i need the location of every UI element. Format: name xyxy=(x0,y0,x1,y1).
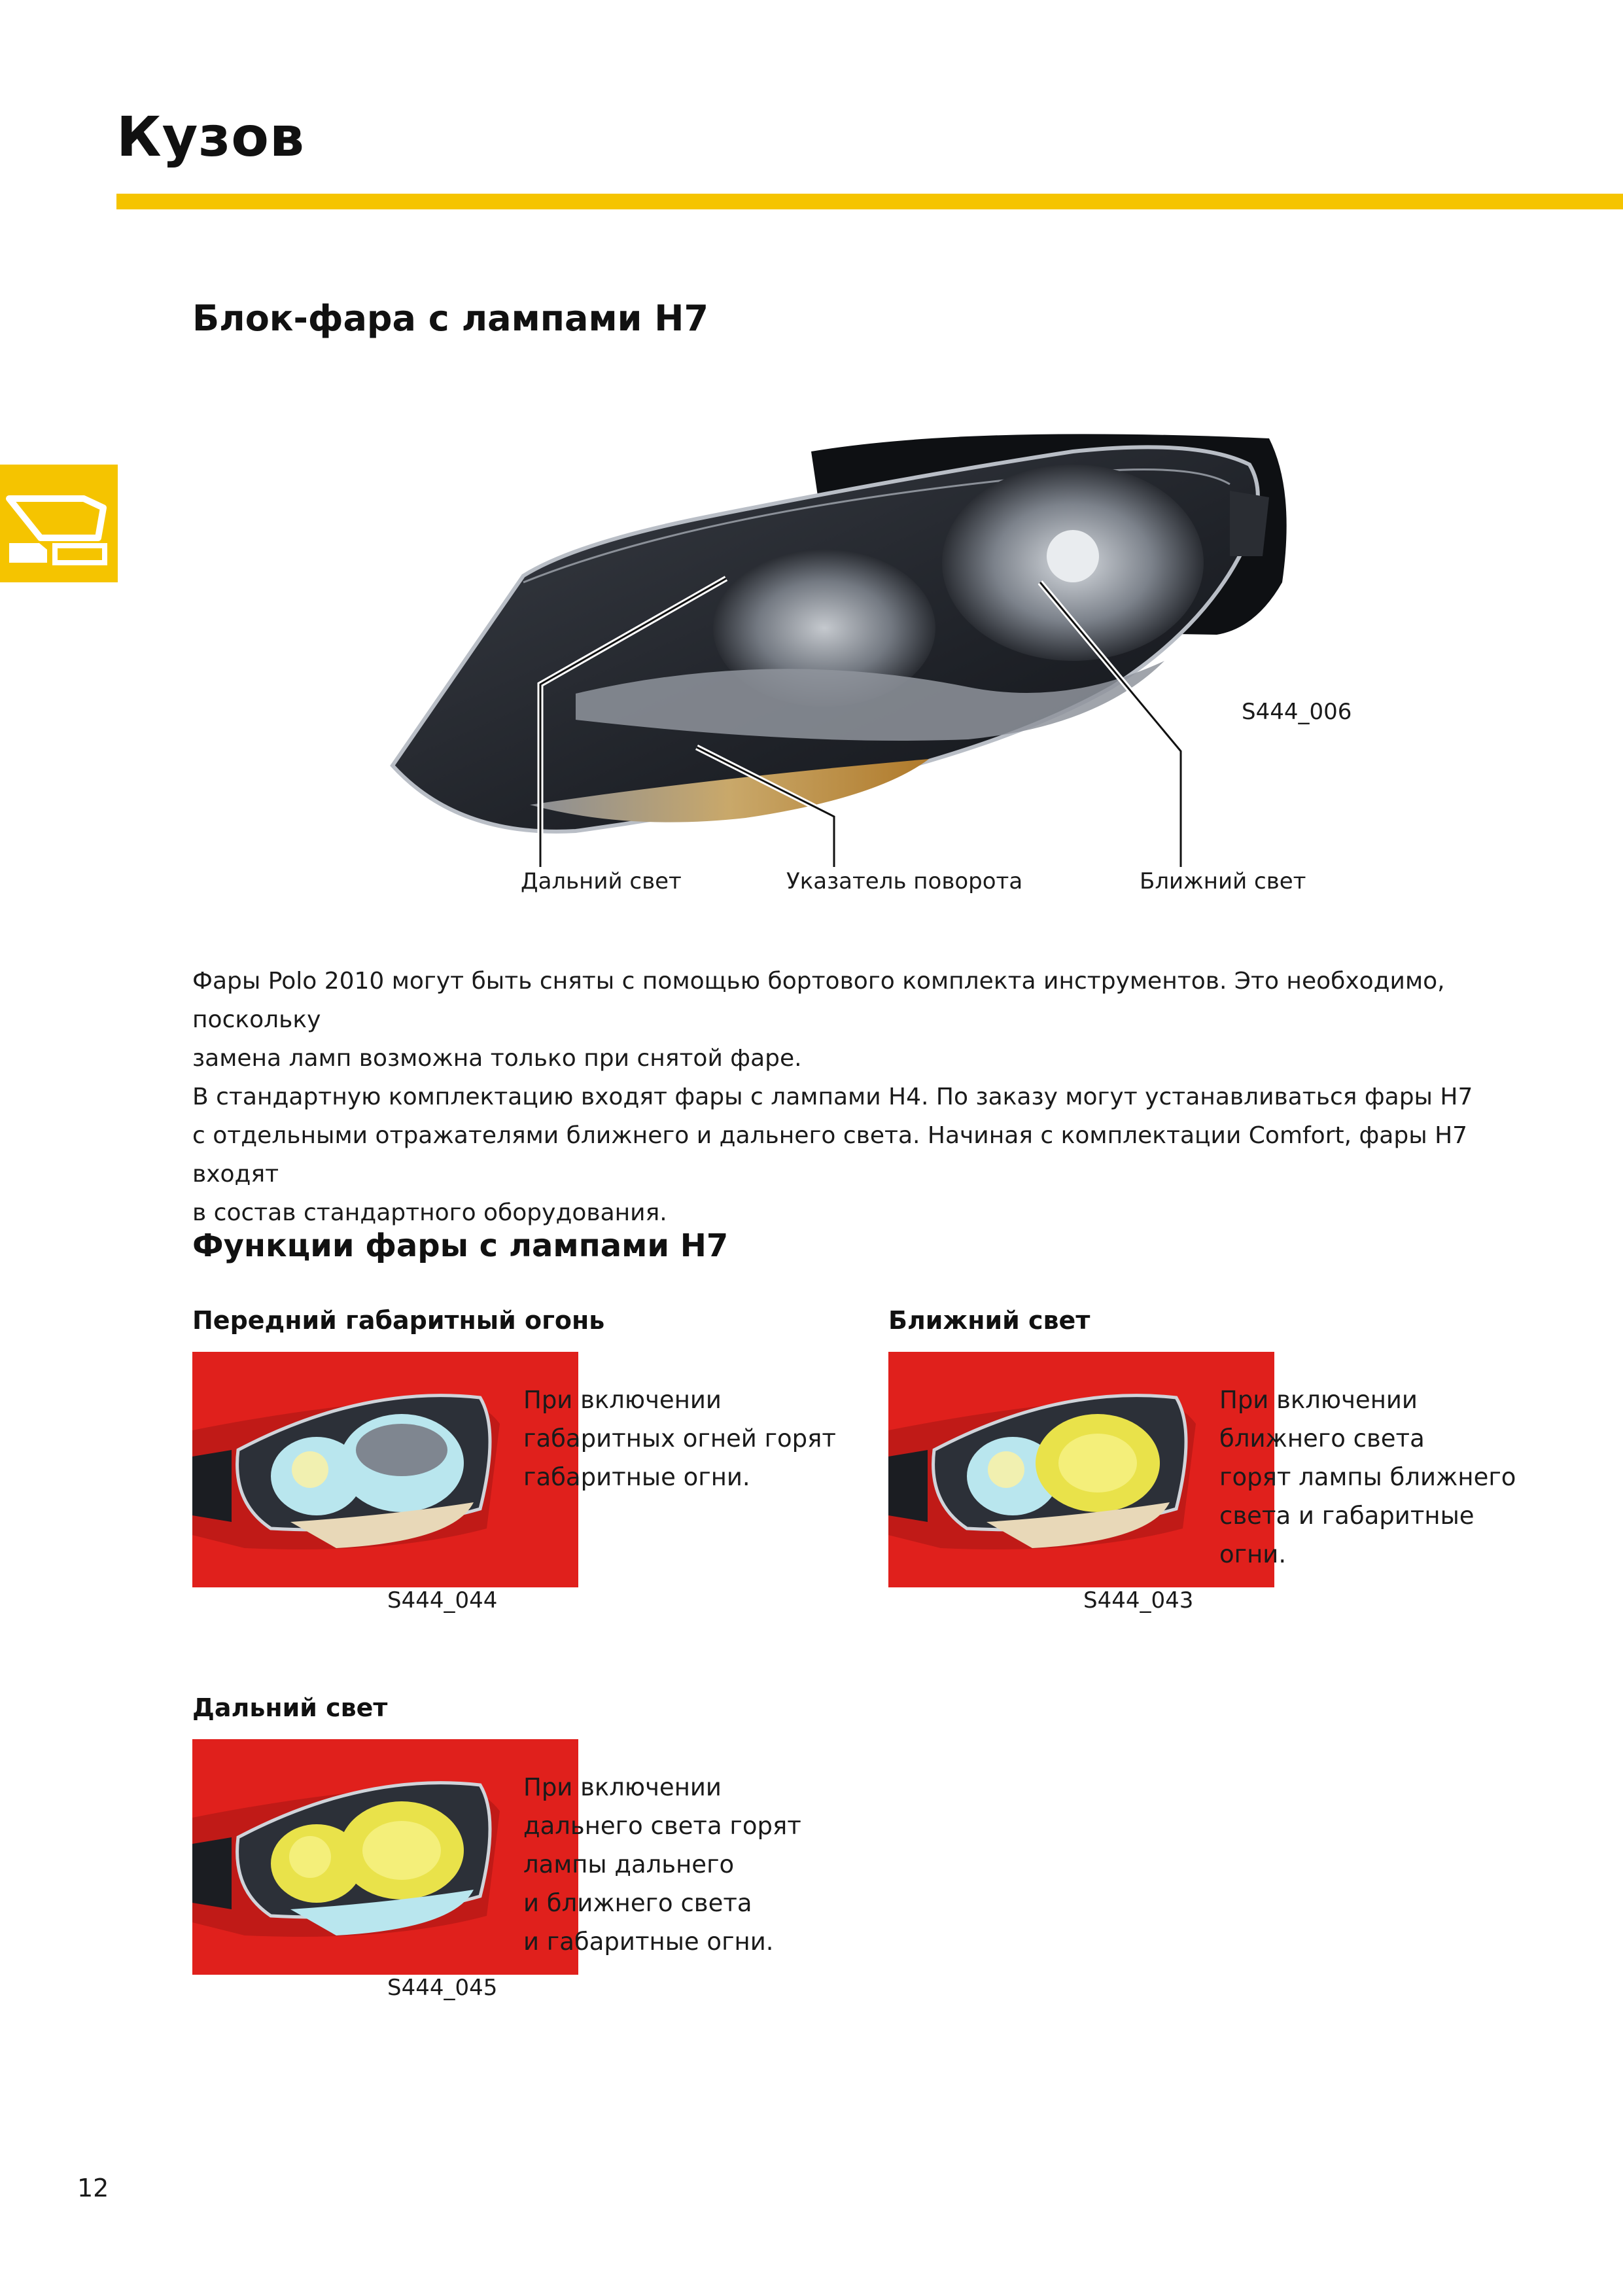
figure-id: S444_006 xyxy=(1242,699,1352,725)
description-line: света и габаритные xyxy=(1219,1502,1475,1530)
description-line: и ближнего света xyxy=(523,1889,752,1917)
figure-id: S444_044 xyxy=(387,1587,498,1614)
description-line: габаритные огни. xyxy=(523,1463,750,1491)
function-title: Дальний свет xyxy=(192,1693,388,1722)
figure-id: S444_043 xyxy=(1083,1587,1194,1614)
description-line: При включении xyxy=(1219,1386,1418,1414)
function-description xyxy=(523,1768,801,1961)
description-line: ближнего света xyxy=(1219,1424,1425,1453)
chapter-title: Кузов xyxy=(116,105,305,169)
intro-line: В стандартную комплектацию входят фары с лампами H4. По заказу могут устанавливаться фары H7 xyxy=(192,1084,1473,1110)
description-line: габаритных огней горят xyxy=(523,1424,836,1453)
headlight-illustration xyxy=(379,412,1321,851)
description-line: и габаритные огни. xyxy=(523,1928,774,1956)
figure-id: S444_045 xyxy=(387,1975,498,2001)
description-line: огни. xyxy=(1219,1540,1287,1568)
high-beam-image xyxy=(192,1739,578,1975)
headlight-image xyxy=(379,412,1321,851)
intro-line: Фары Polo 2010 могут быть сняты с помощью бортового комплекта инструментов. Это необходимо, поскольку xyxy=(192,968,1445,1033)
low-beam-image xyxy=(888,1352,1274,1587)
functions-title: Функции фары с лампами H7 xyxy=(192,1227,729,1264)
intro-paragraph xyxy=(192,962,1514,1232)
label-high-beam: Дальний свет xyxy=(521,868,682,894)
parking-light-image xyxy=(192,1352,578,1587)
function-description xyxy=(523,1381,836,1496)
function-title: Передний габаритный огонь xyxy=(192,1306,605,1335)
car-body-icon xyxy=(0,465,118,582)
description-line: горят лампы ближнего xyxy=(1219,1463,1516,1491)
intro-line: замена ламп возможна только при снятой фаре. xyxy=(192,1045,802,1072)
page-number: 12 xyxy=(77,2174,109,2202)
section-title: Блок-фара с лампами H7 xyxy=(192,298,709,339)
label-turn-signal: Указатель поворота xyxy=(786,868,1023,894)
description-line: При включении xyxy=(523,1773,722,1801)
description-line: лампы дальнего xyxy=(523,1850,735,1879)
chapter-tab xyxy=(0,465,118,582)
intro-line: с отдельными отражателями ближнего и дальнего света. Начиная с комплектации Comfort, фары H7 входят xyxy=(192,1122,1468,1188)
function-description xyxy=(1219,1381,1516,1574)
description-line: дальнего света горят xyxy=(523,1812,801,1840)
description-line: При включении xyxy=(523,1386,722,1414)
function-title: Ближний свет xyxy=(888,1306,1091,1335)
intro-line: в состав стандартного оборудования. xyxy=(192,1199,667,1226)
header-rule xyxy=(116,194,1623,209)
label-low-beam: Ближний свет xyxy=(1140,868,1306,894)
